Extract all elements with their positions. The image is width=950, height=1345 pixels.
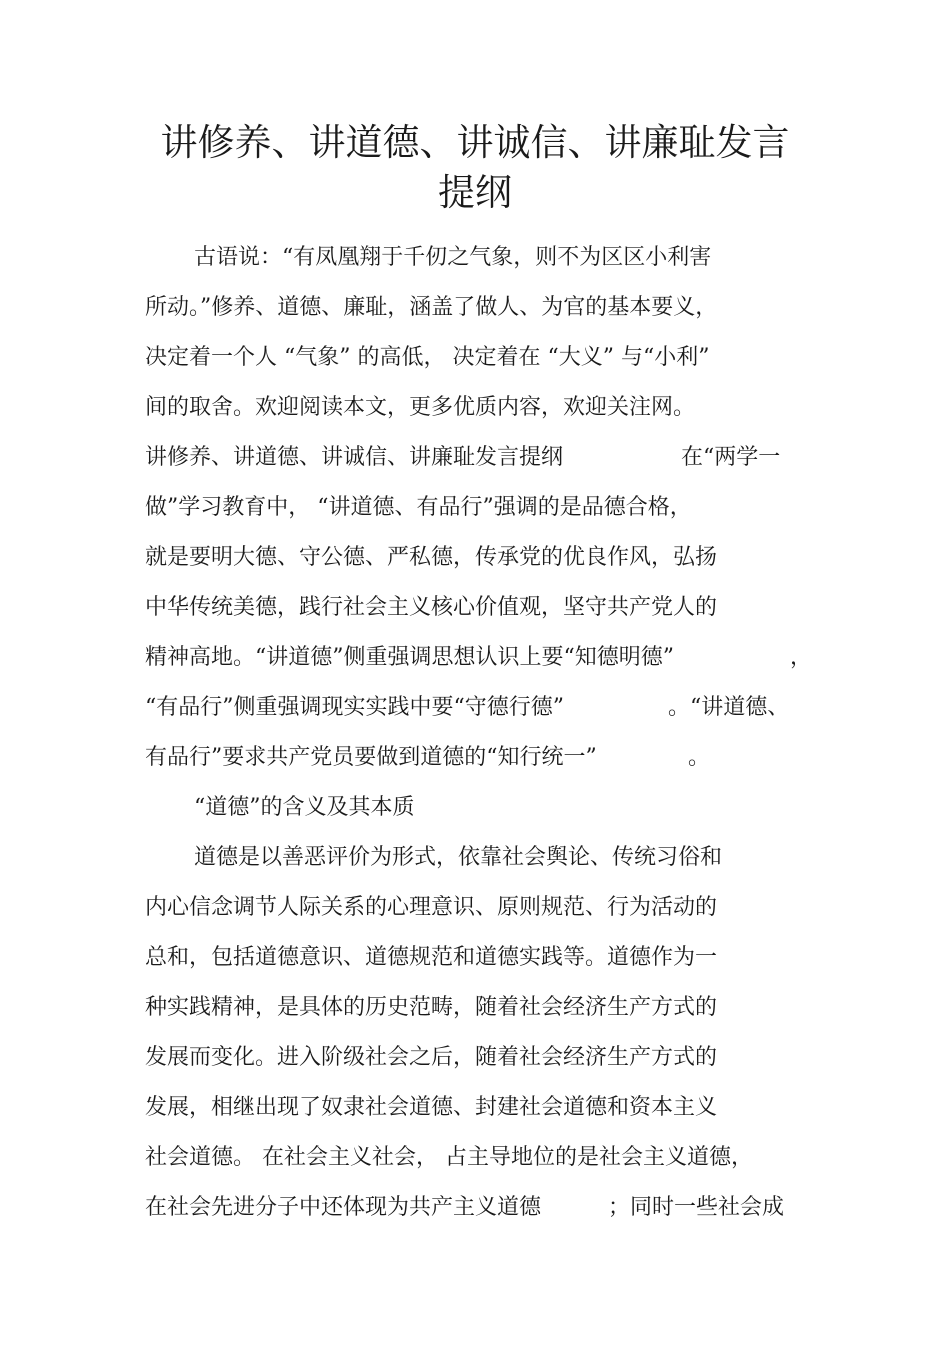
text-line-fragment: 。“讲道德、: [668, 695, 790, 720]
text-line: 就是要明大德、守公德、严私德，传承党的优良作风，弘扬: [145, 545, 718, 570]
text-line: 发展，相继出现了奴隶社会道德、封建社会道德和资本主义: [145, 1095, 718, 1120]
text-line: 所动。”修养、道德、廉耻，涵盖了做人、为官的基本要义，: [145, 295, 718, 320]
text-line: 发展而变化。进入阶级社会之后，随着社会经济生产方式的: [145, 1045, 718, 1070]
document-title-line-2: 提纲: [438, 171, 512, 214]
text-line: 在社会先进分子中还体现为共产主义道德: [145, 1195, 542, 1220]
text-line: 总和，包括道德意识、道德规范和道德实践等。道德作为一: [145, 945, 718, 970]
text-line: 道德是以善恶评价为形式，依靠社会舆论、传统习俗和: [194, 845, 723, 870]
text-line: 古语说：“有凤凰翔于千仞之气象，则不为区区小利害: [194, 245, 712, 270]
text-line: 间的取舍。欢迎阅读本文，更多优质内容，欢迎关注网。: [145, 395, 696, 420]
text-line: 精神高地。“讲道德”侧重强调思想认识上要“知德明德”: [145, 645, 674, 670]
text-line: 社会道德。 在社会主义社会， 占主导地位的是社会主义道德，: [145, 1145, 753, 1170]
text-line: 做”学习教育中， “讲道德、有品行”强调的是品德合格，: [145, 495, 692, 520]
text-line-fragment: 。: [688, 745, 711, 770]
document-title-line-1: 讲修养、讲道德、讲诚信、讲廉耻发言: [160, 121, 790, 164]
text-line: 讲修养、讲道德、讲诚信、讲廉耻发言提纲: [145, 445, 564, 470]
text-line: 决定着一个人 “气象” 的高低， 决定着在 “大义” 与“小利”: [145, 345, 710, 370]
text-line: 种实践精神，是具体的历史范畴，随着社会经济生产方式的: [145, 995, 718, 1020]
text-line: 中华传统美德，践行社会主义核心价值观，坚守共产党人的: [145, 595, 718, 620]
text-line-fragment: ，: [790, 645, 813, 670]
text-line: “有品行”侧重强调现实实践中要“守德行德”: [145, 695, 564, 720]
section-heading: “道德”的含义及其本质: [194, 795, 415, 820]
text-line-fragment: ；同时一些社会成: [608, 1195, 785, 1220]
text-line-fragment: 在“两学一: [681, 445, 781, 470]
text-line: 内心信念调节人际关系的心理意识、原则规范、行为活动的: [145, 895, 718, 920]
text-line: 有品行”要求共产党员要做到道德的“知行统一”: [145, 745, 597, 770]
